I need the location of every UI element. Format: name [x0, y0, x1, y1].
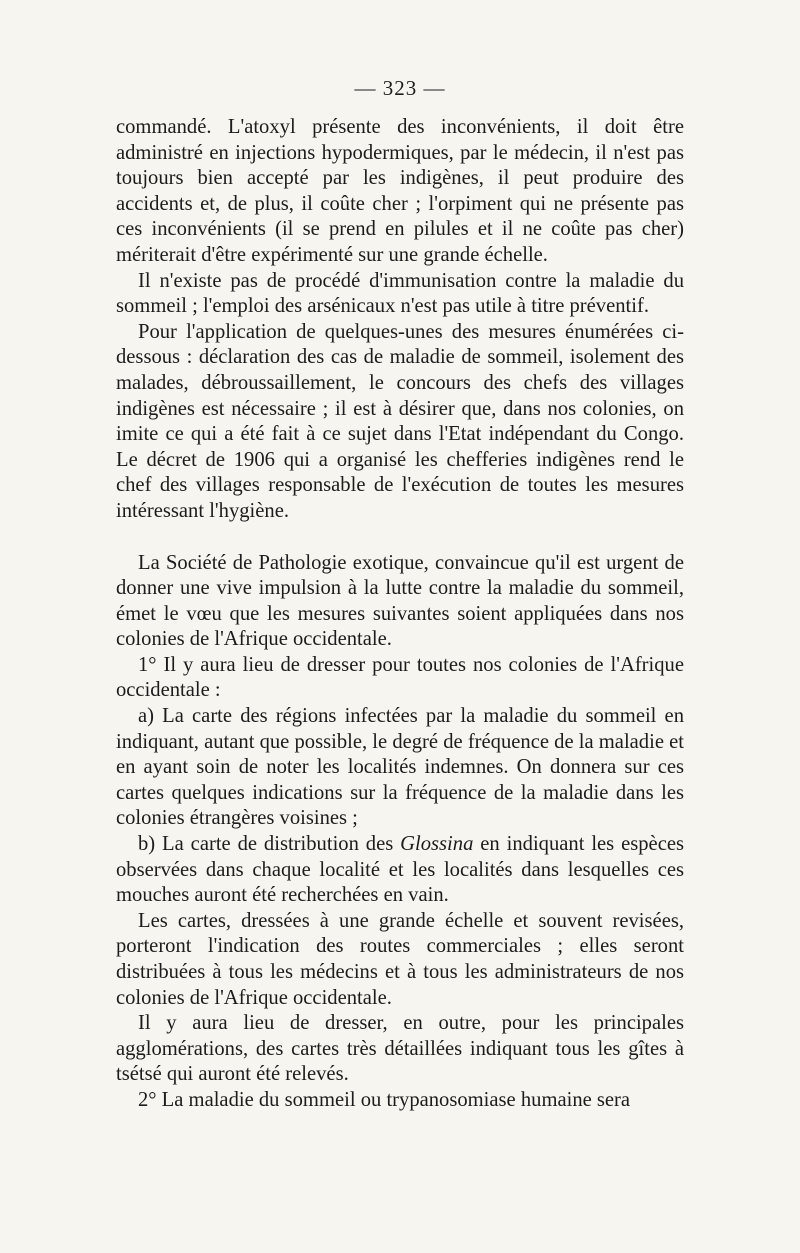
paragraph-10: 2° La maladie du sommeil ou trypanosomiase humaine sera: [138, 1088, 631, 1111]
paragraph-9: Il y aura lieu de dresser, en outre, pour les principales agglomérations, des cartes très détaillées indiquant tous les gîtes à tsétsé qui auront été relevés.: [116, 1012, 684, 1086]
paragraph-5: 1° Il y aura lieu de dresser pour toutes nos colonies de l'Afrique occidentale :: [116, 653, 684, 702]
paragraph-2: Il n'existe pas de procédé d'immunisation contre la maladie du sommeil ; l'emploi des arsénicaux n'est pas utile à titre préventif.: [116, 269, 684, 318]
paragraph-3: Pour l'application de quelques-unes des mesures énumérées ci-dessous : déclaration des cas de maladie de sommeil, isolement des malades, débroussaillement, le concours des chefs des villages indigènes est nécessaire ; il est à désirer que, dans nos colonies, on imite ce qui a été fait à ce sujet dans l'Etat indépendant du Congo. Le décret de 1906 qui a organisé les chefferies indigènes rend le chef des villages responsable de l'exécution de toutes les mesures intéressant l'hygiène.: [116, 320, 684, 522]
body-text: [116, 115, 684, 1114]
page-number: — 323 —: [354, 76, 446, 100]
paragraph-7: [116, 832, 684, 909]
section-gap: [116, 525, 684, 551]
paragraph-1: commandé. L'atoxyl présente des inconvénients, il doit être administré en injections hypodermiques, par le médecin, il n'est pas toujours bien accepté par les indigènes, il peut produire des accidents et, de plus, il coûte cher ; l'orpiment qui ne présente pas ces inconvénients (il se prend en pilules et il ne coûte pas cher) mériterait d'être expérimenté sur une grande échelle.: [116, 116, 684, 266]
paragraph-4: La Société de Pathologie exotique, convaincue qu'il est urgent de donner une vive impulsion à la lutte contre la maladie du sommeil, émet le vœu que les mesures suivantes soient appliquées dans nos colonies de l'Afrique occidentale.: [116, 551, 684, 651]
paragraph-7-prefix: b) La carte de distribution des: [138, 833, 401, 856]
paragraph-6: a) La carte des régions infectées par la maladie du sommeil en indiquant, autant que possible, le degré de fréquence de la maladie et en ayant soin de noter les localités indemnes. On donnera sur ces cartes quelques indications sur la fréquence de la maladie dans les colonies étrangères voisines ;: [116, 705, 684, 830]
paragraph-8: Les cartes, dressées à une grande échelle et souvent revisées, porteront l'indication des routes commerciales ; elles seront distribuées à tous les médecins et à tous les administrateurs de nos colonies de l'Afrique occidentale.: [116, 909, 684, 1009]
paragraph-7-suffix: en indiquant les espèces observées dans chaque localité et les localités dans lesquelles ces mouches auront été recherchées en vain.: [116, 833, 684, 907]
paragraph-7-italic: Glossina: [400, 833, 474, 856]
